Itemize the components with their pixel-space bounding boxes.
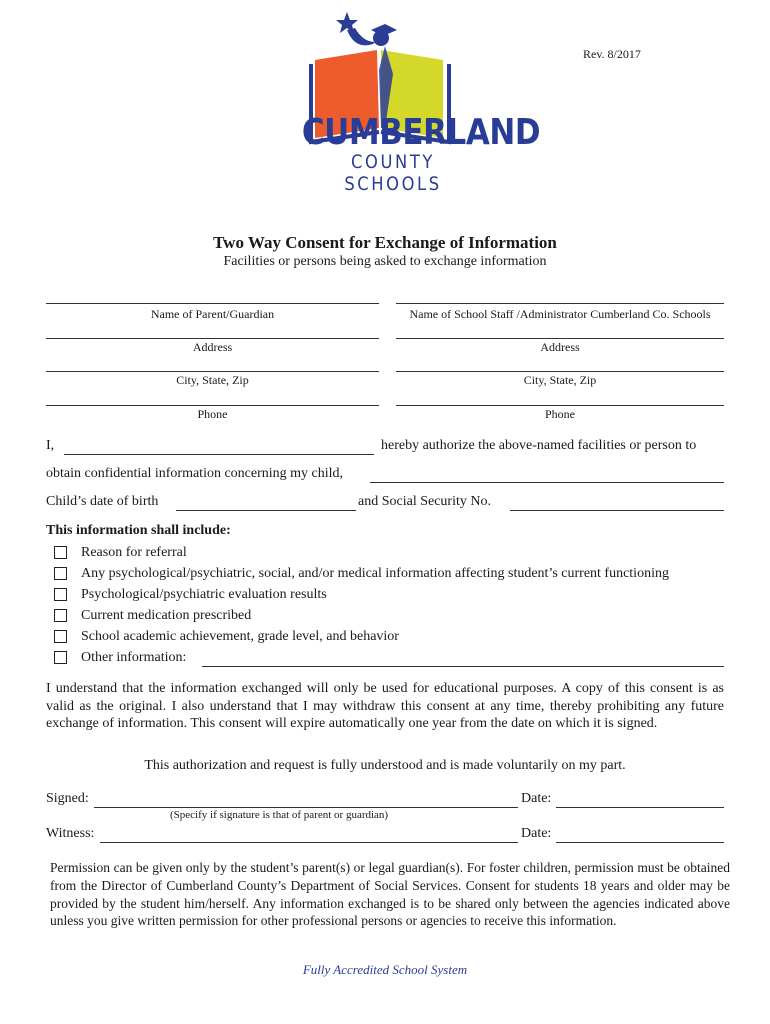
- witness-date-label: Date:: [521, 826, 552, 841]
- obtain-text: obtain confidential information concerning my child,: [46, 466, 344, 481]
- checkbox-academic[interactable]: [54, 630, 67, 643]
- parent-city-input[interactable]: [46, 353, 379, 372]
- authorize-prefix: I,: [46, 438, 55, 453]
- checkbox-reason-referral[interactable]: [54, 546, 67, 559]
- staff-name-input[interactable]: [396, 285, 724, 304]
- form-title: Two Way Consent for Exchange of Information: [213, 233, 557, 252]
- parent-name-label: Name of Parent/Guardian: [150, 307, 275, 321]
- parent-address-input[interactable]: [46, 320, 379, 339]
- authorize-suffix: hereby authorize the above-named facilities or person to: [381, 438, 697, 453]
- witness-label: Witness:: [46, 826, 95, 841]
- signed-label: Signed:: [46, 791, 89, 806]
- signature-input[interactable]: [94, 789, 518, 808]
- child-name-input[interactable]: [370, 464, 724, 483]
- witness-input[interactable]: [100, 824, 518, 843]
- witness-date-input[interactable]: [556, 824, 724, 843]
- include-heading: This information shall include:: [46, 523, 231, 538]
- cumberland-schools-logo: [285, 10, 541, 195]
- parent-phone-input[interactable]: [46, 387, 379, 406]
- other-information-input[interactable]: [202, 648, 724, 667]
- include-item-other: Other information:: [81, 650, 187, 665]
- authorization-statement: This authorization and request is fully understood and is made voluntarily on my part.: [144, 758, 626, 773]
- ssn-input[interactable]: [510, 492, 724, 511]
- permission-paragraph: Permission can be given only by the student’s parent(s) or legal guardian(s). For foster children, permission must be obtained from the Director of Cumberland County’s Department of Social Services. Consent for students 18 years and older may be provided by the student him/herself. Any information exchanged is to be shared only between the agencies indicated above unless you give written permission for other professional persons or agencies to receive this information.: [50, 860, 730, 929]
- checkbox-psych-evaluation[interactable]: [54, 588, 67, 601]
- staff-address-label: Address: [540, 340, 580, 354]
- include-item-psych-eval: Psychological/psychiatric evaluation results: [81, 587, 327, 602]
- parent-address-label: Address: [192, 340, 233, 354]
- dob-label: Child’s date of birth: [46, 494, 159, 509]
- checkbox-psych-social-medical[interactable]: [54, 567, 67, 580]
- include-item-reason: Reason for referral: [81, 545, 187, 560]
- checkbox-medication[interactable]: [54, 609, 67, 622]
- staff-city-label: City, State, Zip: [523, 373, 597, 387]
- child-dob-input[interactable]: [176, 492, 356, 511]
- checkbox-other[interactable]: [54, 651, 67, 664]
- form-subtitle: Facilities or persons being asked to exchange information: [223, 254, 547, 269]
- specify-note: (Specify if signature is that of parent or guardian): [170, 809, 389, 821]
- staff-phone-input[interactable]: [396, 387, 724, 406]
- logo-line-2: COUNTY SCHOOLS: [344, 151, 442, 195]
- staff-phone-label: Phone: [545, 407, 575, 421]
- logo-line-1: CUMBERLAND: [301, 112, 541, 153]
- parent-name-authorize-input[interactable]: [64, 436, 374, 455]
- footer-accredited: Fully Accredited School System: [302, 962, 468, 977]
- include-item-psych-social: Any psychological/psychiatric, social, and/or medical information affecting student’s current functioning: [81, 566, 669, 581]
- staff-name-label: Name of School Staff /Administrator Cumberland Co. Schools: [409, 307, 711, 321]
- parent-city-label: City, State, Zip: [176, 373, 249, 387]
- include-item-academic: School academic achievement, grade level, and behavior: [81, 629, 399, 644]
- parent-name-input[interactable]: [46, 285, 379, 304]
- revision-label: Rev. 8/2017: [583, 47, 641, 61]
- date-label: Date:: [521, 791, 552, 806]
- staff-address-input[interactable]: [396, 320, 724, 339]
- understand-paragraph: I understand that the information exchanged will only be used for educational purposes. A copy of this consent is as valid as the original. I also understand that I may withdraw this consent at any time, thereby prohibiting any future exchange of information. This consent will expire automatically one year from the date on which it is signed.: [46, 681, 724, 731]
- signature-date-input[interactable]: [556, 789, 724, 808]
- parent-phone-label: Phone: [197, 407, 228, 421]
- ssn-label: and Social Security No.: [358, 494, 491, 509]
- include-item-medication: Current medication prescribed: [81, 608, 252, 623]
- staff-city-input[interactable]: [396, 353, 724, 372]
